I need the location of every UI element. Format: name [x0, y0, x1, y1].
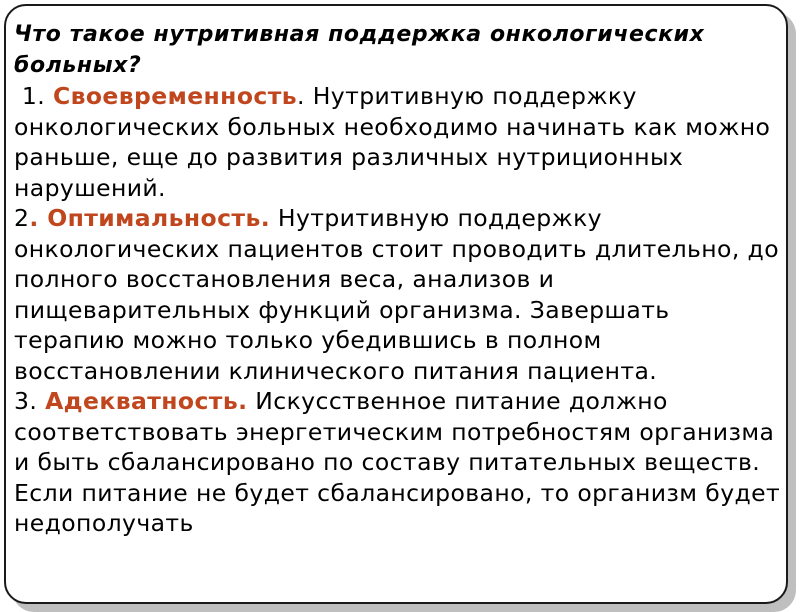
item-2-text: Нутритивную поддержку онкологических пациентов стоит проводить длительно, до полного восстановления веса, анализов и пищеварительных функций организма. Завершать терапию можно только убедившись в полном восстановлении клинического питания пациента.: [14, 204, 779, 385]
item-2-number: 2: [14, 204, 30, 232]
slide-text: [14, 20, 784, 539]
item-1-number: 1.: [21, 82, 53, 110]
item-1-term: Своевременность: [52, 82, 297, 110]
item-3-number: 3.: [14, 387, 46, 415]
slide-title: Что такое нутритивная поддержка онкологических больных?: [14, 22, 705, 78]
item-2: [14, 203, 784, 386]
content-card: [4, 4, 788, 604]
item-2-term: . Оптимальность.: [29, 204, 271, 232]
item-1-text: . Нутритивную поддержку онкологических больных необходимо начинать как можно раньше, еще до развития различных нутриционных нарушений.: [14, 82, 771, 202]
item-3-term: Адекватность.: [45, 387, 248, 415]
item-3-text: Искусственное питание должно соответствовать энергетическим потребностям организма и быть сбалансировано по составу питательных веществ. Если питание не будет сбалансировано, то организм будет недополучать: [14, 387, 781, 537]
item-1: [14, 81, 784, 203]
item-3: [14, 386, 784, 539]
